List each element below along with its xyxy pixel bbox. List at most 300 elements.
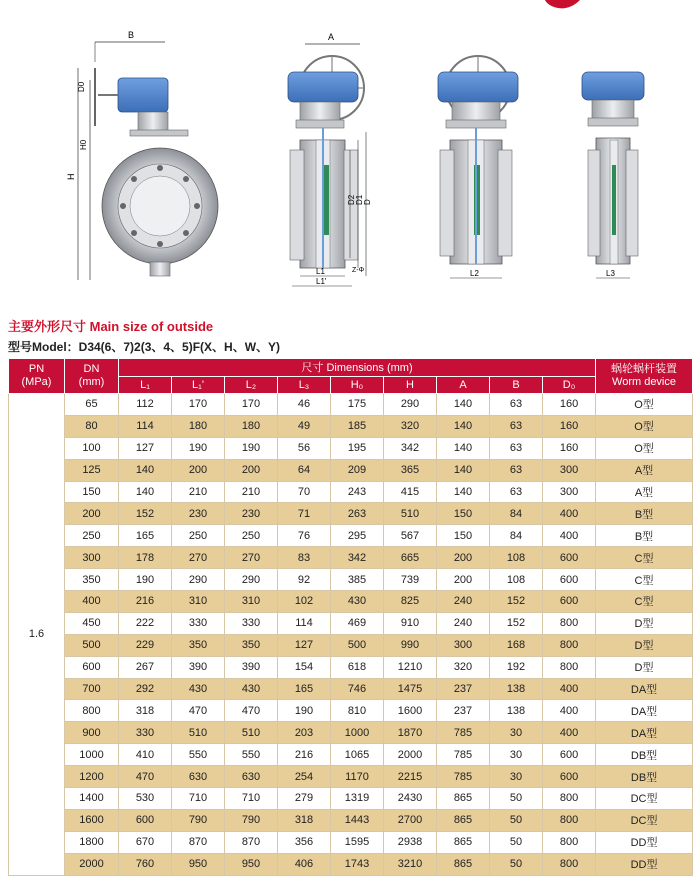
section-title: 主要外形尺寸 Main size of outside: [8, 319, 214, 334]
dn-cell: 900: [65, 722, 119, 744]
dimension-cell: 138: [490, 700, 543, 722]
dimension-cell: 243: [331, 481, 384, 503]
dimension-cell: 342: [384, 437, 437, 459]
dimension-cell: 865: [437, 853, 490, 875]
dimension-cell: 800: [543, 809, 596, 831]
dimension-cell: 140: [437, 394, 490, 416]
dimension-cell: 152: [490, 612, 543, 634]
dimension-cell: 600: [543, 547, 596, 569]
dimension-cell: 746: [331, 678, 384, 700]
dimension-cell: 180: [225, 415, 278, 437]
dimension-cell: 318: [119, 700, 172, 722]
dimension-cell: 295: [331, 525, 384, 547]
sub-header: H₀: [331, 376, 384, 394]
label-H0: H0: [79, 139, 88, 150]
dimension-cell: 190: [225, 437, 278, 459]
dimension-cell: 63: [490, 437, 543, 459]
dimension-cell: 400: [543, 503, 596, 525]
dimension-cell: 865: [437, 831, 490, 853]
dimension-cell: 138: [490, 678, 543, 700]
dimension-cell: 300: [543, 481, 596, 503]
dimension-cell: 415: [384, 481, 437, 503]
dimension-cell: 350: [172, 634, 225, 656]
dimension-cell: 140: [119, 459, 172, 481]
worm-device-cell: O型: [596, 415, 693, 437]
table-row: [9, 547, 693, 569]
dimension-cell: 600: [543, 591, 596, 613]
table-row: [9, 481, 693, 503]
dimension-cell: 250: [225, 525, 278, 547]
dimension-cell: 1475: [384, 678, 437, 700]
worm-device-cell: D型: [596, 656, 693, 678]
dimension-cell: 800: [543, 656, 596, 678]
dimension-cell: 300: [543, 459, 596, 481]
label-A: A: [328, 32, 335, 42]
table-row: [9, 634, 693, 656]
dimension-cell: 410: [119, 744, 172, 766]
dimension-cell: 127: [119, 437, 172, 459]
dimension-cell: 800: [543, 831, 596, 853]
dimension-cell: 50: [490, 809, 543, 831]
worm-device-cell: DA型: [596, 722, 693, 744]
dimension-cell: 83: [278, 547, 331, 569]
dimension-cell: 470: [172, 700, 225, 722]
dn-cell: 1000: [65, 744, 119, 766]
dimension-cell: 870: [225, 831, 278, 853]
dimension-cell: 50: [490, 831, 543, 853]
dn-cell: 350: [65, 569, 119, 591]
dimension-cell: 46: [278, 394, 331, 416]
dimension-cell: 470: [225, 700, 278, 722]
dn-cell: 600: [65, 656, 119, 678]
dimension-cell: 430: [172, 678, 225, 700]
dimension-cell: 800: [543, 634, 596, 656]
dimension-cell: 2700: [384, 809, 437, 831]
dimension-cell: 56: [278, 437, 331, 459]
dimension-cell: 30: [490, 744, 543, 766]
logo-fragment: [545, 0, 580, 8]
dimension-cell: 630: [225, 766, 278, 788]
table-row: [9, 569, 693, 591]
dimension-cell: 200: [225, 459, 278, 481]
sub-header: L₂: [225, 376, 278, 394]
dn-cell: 300: [65, 547, 119, 569]
dimension-cell: 150: [437, 503, 490, 525]
worm-header: 蜗轮蜗杆装置 Worm device: [596, 359, 693, 394]
dimension-cell: 1443: [331, 809, 384, 831]
dimension-cell: 430: [225, 678, 278, 700]
table-row: [9, 459, 693, 481]
dimension-cell: 140: [437, 437, 490, 459]
dimension-cell: 49: [278, 415, 331, 437]
dimension-cell: 140: [437, 415, 490, 437]
label-D: D: [363, 199, 372, 205]
dimension-cell: 800: [543, 853, 596, 875]
dn-cell: 250: [65, 525, 119, 547]
dimension-cell: 356: [278, 831, 331, 853]
worm-device-cell: DA型: [596, 700, 693, 722]
dimension-cell: 127: [278, 634, 331, 656]
worm-device-cell: D型: [596, 612, 693, 634]
dimension-cell: 330: [225, 612, 278, 634]
label-L1-prime: L1': [316, 277, 327, 286]
dimension-cell: 170: [172, 394, 225, 416]
dimension-cell: 810: [331, 700, 384, 722]
dimension-cell: 390: [225, 656, 278, 678]
dimension-cell: 185: [331, 415, 384, 437]
table-row: [9, 678, 693, 700]
dimension-cell: 216: [119, 591, 172, 613]
worm-device-cell: DD型: [596, 853, 693, 875]
dimension-cell: 350: [225, 634, 278, 656]
dimension-cell: 400: [543, 678, 596, 700]
dimension-cell: 825: [384, 591, 437, 613]
dn-cell: 125: [65, 459, 119, 481]
dimension-cell: 950: [225, 853, 278, 875]
dn-cell: 1200: [65, 766, 119, 788]
table-row: [9, 766, 693, 788]
dimension-cell: 310: [225, 591, 278, 613]
dimension-cell: 209: [331, 459, 384, 481]
dimension-cell: 254: [278, 766, 331, 788]
dn-cell: 450: [65, 612, 119, 634]
dimension-cell: 400: [543, 525, 596, 547]
dims-header: 尺寸 Dimensions (mm): [119, 359, 596, 377]
dimension-cell: 200: [172, 459, 225, 481]
dimension-cell: 112: [119, 394, 172, 416]
dimension-cell: 200: [437, 569, 490, 591]
dimension-cell: 237: [437, 678, 490, 700]
dimension-cell: 510: [172, 722, 225, 744]
dimension-cell: 342: [331, 547, 384, 569]
valve-drawings: [0, 0, 700, 300]
dimension-cell: 64: [278, 459, 331, 481]
label-H: H: [66, 173, 76, 180]
dimension-cell: 330: [172, 612, 225, 634]
dimension-cell: 30: [490, 722, 543, 744]
worm-device-cell: B型: [596, 525, 693, 547]
dimension-cell: 1210: [384, 656, 437, 678]
dimension-cell: 190: [172, 437, 225, 459]
dimension-cell: 263: [331, 503, 384, 525]
dimension-cell: 910: [384, 612, 437, 634]
dimension-cell: 320: [437, 656, 490, 678]
pn-header: PN (MPa): [9, 359, 65, 394]
sub-header: L₃: [278, 376, 331, 394]
dimension-cell: 950: [172, 853, 225, 875]
label-D2: D2: [347, 194, 356, 205]
table-row: [9, 437, 693, 459]
dimension-cell: 469: [331, 612, 384, 634]
dimension-cell: 270: [172, 547, 225, 569]
dimension-cell: 600: [543, 766, 596, 788]
dimension-cell: 175: [331, 394, 384, 416]
dimension-cell: 50: [490, 788, 543, 810]
dimension-cell: 200: [437, 547, 490, 569]
dimension-cell: 210: [225, 481, 278, 503]
worm-device-cell: DD型: [596, 831, 693, 853]
dn-cell: 800: [65, 700, 119, 722]
dimension-cell: 71: [278, 503, 331, 525]
label-D0: D0: [77, 81, 86, 92]
dimension-cell: 114: [278, 612, 331, 634]
label-L1: L1: [316, 267, 325, 276]
dimension-cell: 567: [384, 525, 437, 547]
dimension-cell: 330: [119, 722, 172, 744]
dimension-cell: 865: [437, 788, 490, 810]
label-L3: L3: [606, 269, 615, 278]
worm-device-cell: O型: [596, 394, 693, 416]
side-view-closed: [438, 56, 518, 278]
dn-cell: 1600: [65, 809, 119, 831]
dimension-cell: 168: [490, 634, 543, 656]
dimension-cell: 600: [543, 569, 596, 591]
dimension-cell: 2938: [384, 831, 437, 853]
dimension-cell: 1000: [331, 722, 384, 744]
table-row: [9, 591, 693, 613]
side-view-narrow: [582, 72, 644, 278]
dimension-cell: 216: [278, 744, 331, 766]
dimension-cell: 195: [331, 437, 384, 459]
dimension-cell: 320: [384, 415, 437, 437]
dimension-cell: 102: [278, 591, 331, 613]
worm-device-cell: A型: [596, 481, 693, 503]
pn-value: 1.6: [9, 394, 65, 876]
dimension-cell: 1319: [331, 788, 384, 810]
dimension-cell: 160: [543, 394, 596, 416]
dimension-cell: 250: [172, 525, 225, 547]
dimension-cell: 800: [543, 612, 596, 634]
dimension-cell: 152: [490, 591, 543, 613]
dimension-cell: 30: [490, 766, 543, 788]
table-row: [9, 700, 693, 722]
sub-header: L₁: [119, 376, 172, 394]
table-row: [9, 415, 693, 437]
sub-header: L₁': [172, 376, 225, 394]
dimension-cell: 108: [490, 569, 543, 591]
table-row: [9, 503, 693, 525]
label-L2: L2: [470, 269, 479, 278]
dimension-cell: 180: [172, 415, 225, 437]
worm-device-cell: DB型: [596, 766, 693, 788]
dimension-cell: 710: [225, 788, 278, 810]
dn-cell: 150: [65, 481, 119, 503]
dimension-cell: 210: [172, 481, 225, 503]
dn-cell: 100: [65, 437, 119, 459]
front-view: [66, 30, 218, 280]
dimension-cell: 240: [437, 591, 490, 613]
dimension-cell: 510: [225, 722, 278, 744]
dimension-cell: 1600: [384, 700, 437, 722]
dimension-cell: 310: [172, 591, 225, 613]
dimension-cell: 1170: [331, 766, 384, 788]
dimension-cell: 237: [437, 700, 490, 722]
dimension-cell: 267: [119, 656, 172, 678]
dimension-cell: 84: [490, 503, 543, 525]
dimension-cell: 230: [225, 503, 278, 525]
worm-device-cell: C型: [596, 591, 693, 613]
dimension-cell: 92: [278, 569, 331, 591]
table-row: [9, 394, 693, 416]
table-row: [9, 656, 693, 678]
dimension-cell: 178: [119, 547, 172, 569]
dimension-cell: 785: [437, 744, 490, 766]
dimension-cell: 160: [543, 437, 596, 459]
dimension-cell: 710: [172, 788, 225, 810]
worm-device-cell: DB型: [596, 744, 693, 766]
dimension-cell: 3210: [384, 853, 437, 875]
table-row: [9, 831, 693, 853]
dimension-cell: 865: [437, 809, 490, 831]
dimension-cell: 70: [278, 481, 331, 503]
table-body: [9, 394, 693, 876]
dimension-cell: 390: [172, 656, 225, 678]
dimension-cell: 230: [172, 503, 225, 525]
dimension-cell: 365: [384, 459, 437, 481]
dimension-cell: 222: [119, 612, 172, 634]
worm-device-cell: A型: [596, 459, 693, 481]
dimension-cell: 785: [437, 766, 490, 788]
dimension-cell: 785: [437, 722, 490, 744]
dimension-cell: 2000: [384, 744, 437, 766]
dimension-cell: 140: [437, 459, 490, 481]
dimension-cell: 618: [331, 656, 384, 678]
dimension-cell: 84: [490, 525, 543, 547]
table-row: [9, 525, 693, 547]
dn-cell: 80: [65, 415, 119, 437]
dimensions-table: [8, 358, 693, 876]
label-D1: D1: [355, 194, 364, 205]
table-row: [9, 853, 693, 875]
dimension-cell: 1065: [331, 744, 384, 766]
model-line: 型号Model：D34(6、7)2(3、4、5)F(X、H、W、Y): [8, 340, 281, 354]
dimension-cell: 790: [172, 809, 225, 831]
dimension-cell: 240: [437, 612, 490, 634]
dimension-cell: 203: [278, 722, 331, 744]
sub-header: B: [490, 376, 543, 394]
dimension-cell: 1743: [331, 853, 384, 875]
table-row: [9, 788, 693, 810]
dimension-cell: 400: [543, 700, 596, 722]
dimension-cell: 170: [225, 394, 278, 416]
dimension-cell: 63: [490, 459, 543, 481]
dn-cell: 700: [65, 678, 119, 700]
dn-cell: 1400: [65, 788, 119, 810]
dimension-cell: 550: [172, 744, 225, 766]
dimension-cell: 630: [172, 766, 225, 788]
dimension-cell: 165: [119, 525, 172, 547]
dimension-cell: 152: [119, 503, 172, 525]
dimension-cell: 190: [278, 700, 331, 722]
dimension-cell: 470: [119, 766, 172, 788]
sub-header: D₀: [543, 376, 596, 394]
dimension-cell: 800: [543, 788, 596, 810]
dimension-cell: 192: [490, 656, 543, 678]
dimension-cell: 1870: [384, 722, 437, 744]
table-row: [9, 612, 693, 634]
dimension-cell: 63: [490, 481, 543, 503]
worm-device-cell: O型: [596, 437, 693, 459]
dimension-cell: 140: [437, 481, 490, 503]
dimension-cell: 385: [331, 569, 384, 591]
dimension-cell: 1595: [331, 831, 384, 853]
dimension-cell: 140: [119, 481, 172, 503]
dimension-cell: 2430: [384, 788, 437, 810]
dimension-cell: 400: [543, 722, 596, 744]
dn-cell: 65: [65, 394, 119, 416]
label-Z-phi: Z-Φ: [352, 267, 365, 274]
dn-cell: 500: [65, 634, 119, 656]
worm-device-cell: DC型: [596, 809, 693, 831]
dimension-cell: 76: [278, 525, 331, 547]
dimension-cell: 739: [384, 569, 437, 591]
dimension-cell: 190: [119, 569, 172, 591]
worm-device-cell: D型: [596, 634, 693, 656]
dimension-cell: 530: [119, 788, 172, 810]
dimension-cell: 990: [384, 634, 437, 656]
dimension-cell: 2215: [384, 766, 437, 788]
worm-device-cell: C型: [596, 547, 693, 569]
dimension-cell: 300: [437, 634, 490, 656]
dn-header: DN (mm): [65, 359, 119, 394]
dimension-cell: 430: [331, 591, 384, 613]
dimension-cell: 510: [384, 503, 437, 525]
dn-cell: 2000: [65, 853, 119, 875]
dimension-cell: 154: [278, 656, 331, 678]
dimension-cell: 600: [543, 744, 596, 766]
dimension-cell: 63: [490, 415, 543, 437]
dimension-cell: 50: [490, 853, 543, 875]
dimension-cell: 670: [119, 831, 172, 853]
label-B: B: [128, 30, 135, 40]
table-header: [9, 359, 693, 394]
dimension-cell: 406: [278, 853, 331, 875]
dimension-cell: 665: [384, 547, 437, 569]
dimension-cell: 63: [490, 394, 543, 416]
dn-cell: 200: [65, 503, 119, 525]
dimension-cell: 290: [384, 394, 437, 416]
table-row: [9, 722, 693, 744]
dimension-cell: 229: [119, 634, 172, 656]
dimension-cell: 270: [225, 547, 278, 569]
dimension-cell: 760: [119, 853, 172, 875]
dimension-cell: 600: [119, 809, 172, 831]
dimension-cell: 165: [278, 678, 331, 700]
dimension-cell: 500: [331, 634, 384, 656]
dimension-cell: 290: [225, 569, 278, 591]
dimension-cell: 279: [278, 788, 331, 810]
sub-header: A: [437, 376, 490, 394]
dimension-cell: 160: [543, 415, 596, 437]
dimension-cell: 790: [225, 809, 278, 831]
dn-cell: 400: [65, 591, 119, 613]
worm-device-cell: B型: [596, 503, 693, 525]
worm-device-cell: C型: [596, 569, 693, 591]
dimension-cell: 114: [119, 415, 172, 437]
dimension-cell: 318: [278, 809, 331, 831]
sub-header: H: [384, 376, 437, 394]
side-view-open: [288, 32, 372, 286]
table-row: [9, 809, 693, 831]
worm-device-cell: DC型: [596, 788, 693, 810]
worm-device-cell: DA型: [596, 678, 693, 700]
dn-cell: 1800: [65, 831, 119, 853]
table-row: [9, 744, 693, 766]
dimension-cell: 108: [490, 547, 543, 569]
dimension-cell: 870: [172, 831, 225, 853]
dimension-cell: 550: [225, 744, 278, 766]
dimension-cell: 150: [437, 525, 490, 547]
